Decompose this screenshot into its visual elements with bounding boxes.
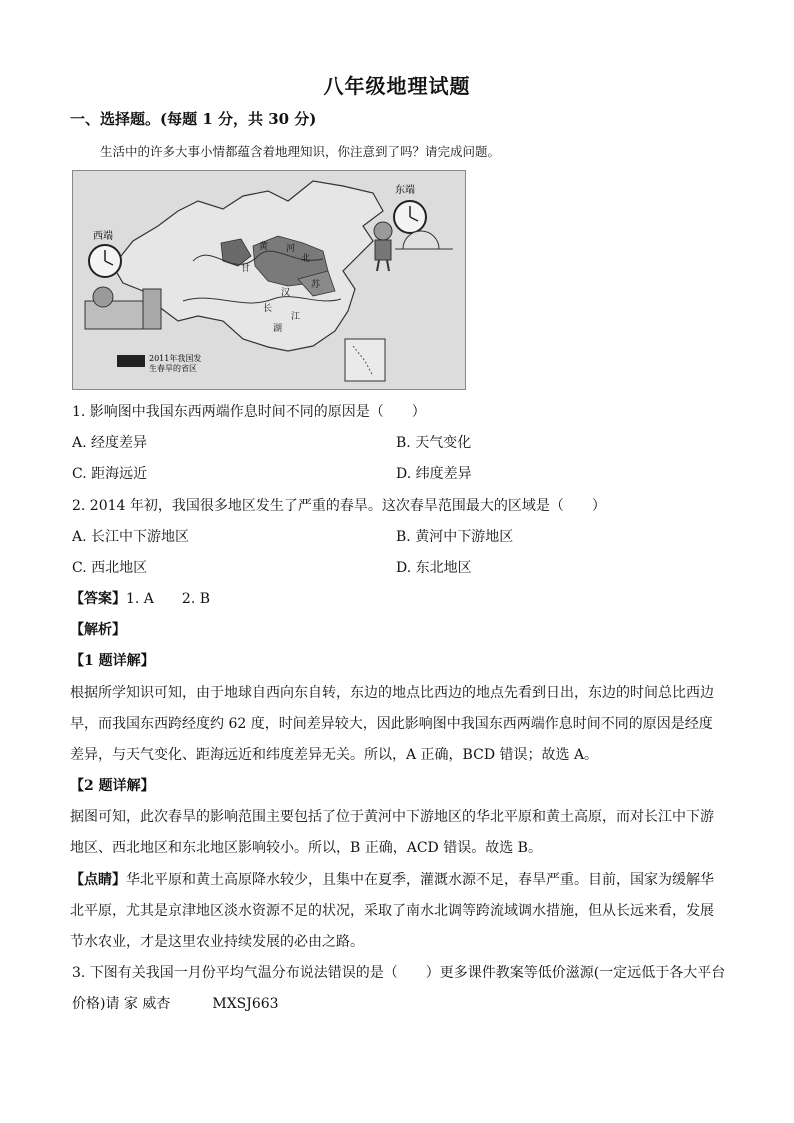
province-label: 长: [263, 304, 273, 314]
section-heading: 一、选择题。(每题 1 分，共 30 分): [70, 110, 317, 128]
q1-option-c: C. 距海远近: [72, 466, 148, 482]
province-label: 苏: [311, 280, 321, 290]
province-label: 河: [286, 244, 296, 254]
tip-line: 北平原，尤其是京津地区淡水资源不足的状况，采取了南水北调等跨流域调水措施，但从长远来看，发展: [70, 903, 714, 919]
china-map-figure: [72, 170, 466, 390]
q2-option-b: B. 黄河中下游地区: [396, 529, 514, 545]
q1-detail-label: 【1 题详解】: [70, 653, 155, 669]
page-title: 八年级地理试题: [323, 74, 471, 98]
province-label: 黄: [259, 242, 269, 252]
west-clock-icon: [89, 245, 121, 277]
question-3-stem: 3. 下图有关我国一月份平均气温分布说法错误的是（ ）更多课件教案等低价滋源(一定远低于各大平台: [72, 965, 726, 981]
q1-option-d: D. 纬度差异: [396, 466, 472, 482]
question-1-stem: 1. 影响图中我国东西两端作息时间不同的原因是（ ）: [72, 404, 426, 420]
q2-option-a: A. 长江中下游地区: [72, 529, 190, 545]
q1-option-b: B. 天气变化: [396, 435, 472, 451]
east-clock-icon: [394, 201, 426, 233]
q2-option-c: C. 西北地区: [72, 560, 148, 576]
tip-line: 节水农业，才是这里农业持续发展的必由之路。: [70, 934, 364, 950]
answer-label: 【答案】: [70, 591, 126, 607]
legend-text: 生春旱的省区: [149, 364, 197, 373]
legend-text: 2011年我国发: [149, 354, 202, 363]
q2-option-d: D. 东北地区: [396, 560, 472, 576]
q2-detail-line: 地区、西北地区和东北地区影响较小。所以，B 正确，ACD 错误。故选 B。: [70, 840, 542, 856]
province-label: 湖: [273, 324, 283, 334]
q2-detail-label: 【2 题详解】: [70, 778, 155, 794]
south-sea-inset: [345, 339, 385, 381]
province-label: 江: [291, 312, 301, 322]
answer-text: 1. A 2. B: [126, 591, 211, 607]
q1-detail-line: 根据所学知识可知，由于地球自西向东自转，东边的地点比西边的地点先看到日出，东边的时间总比西边: [70, 685, 714, 701]
east-label: 东端: [395, 185, 415, 196]
province-label: 汉: [281, 288, 291, 298]
tip-line: [70, 869, 714, 889]
china-map-svg: [73, 171, 465, 389]
analysis-label: 【解析】: [70, 622, 126, 638]
q1-option-a: A. 经度差异: [72, 435, 148, 451]
q2-detail-line: 据图可知，此次春旱的影响范围主要包括了位于黄河中下游地区的华北平原和黄土高原，而对长江中下游: [70, 809, 714, 825]
tip-text: 华北平原和黄土高原降水较少，且集中在夏季，灌溉水源不足，春旱严重。目前，国家为缓解华: [126, 872, 714, 888]
answer-line: [70, 588, 210, 608]
tip-label: 【点睛】: [70, 872, 126, 888]
q1-detail-line: 早，而我国东西跨经度约 62 度，时间差异较大，因此影响图中我国东西两端作息时间不同的原因是经度: [70, 716, 713, 732]
question-3-continuation: 价格)请 家 威杏 MXSJ663: [72, 996, 279, 1012]
province-label: 北: [301, 254, 311, 264]
province-label: 甘: [241, 264, 251, 274]
legend-swatch: [117, 355, 145, 367]
question-intro: 生活中的许多大事小情都蕴含着地理知识，你注意到了吗？请完成问题。: [100, 144, 501, 159]
west-label: 西端: [93, 231, 113, 242]
question-2-stem: 2. 2014 年初，我国很多地区发生了严重的春旱。这次春旱范围最大的区域是（ ）: [72, 498, 606, 514]
q1-detail-line: 差异，与天气变化、距海远近和纬度差异无关。所以，A 正确，BCD 错误；故选 A。: [70, 747, 599, 763]
